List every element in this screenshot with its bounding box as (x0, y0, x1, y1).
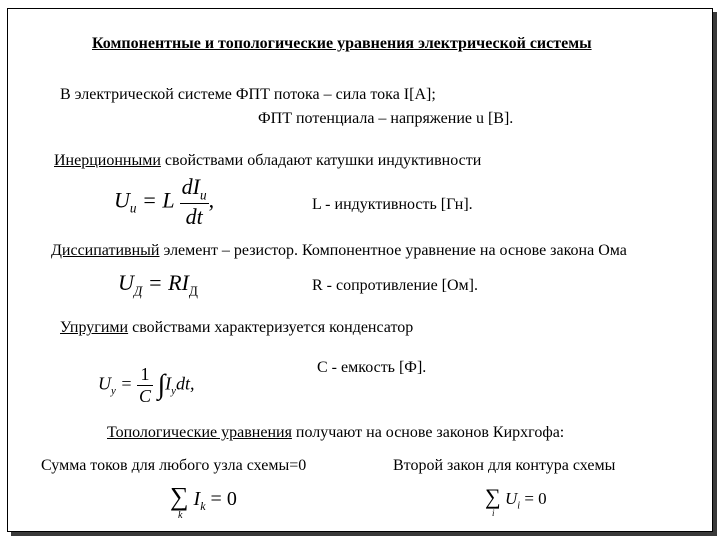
resistor-lead (51, 241, 627, 261)
inductance-formula-lhs: U (114, 187, 130, 213)
inductance-lead (54, 151, 481, 171)
resistor-lead-rest: элемент – резистор. Компонентное уравнение на основе закона Ома (159, 242, 627, 259)
kirchhoff-voltage-eq: = 0 (520, 489, 547, 508)
capacitor-formula-eq: = (115, 373, 137, 394)
capacitor-formula-lhs-sub: у (111, 385, 116, 398)
capacitor-formula-lhs: U (98, 373, 111, 394)
resistor-formula-eq: = RI (142, 270, 189, 295)
inductance-lead-underlined: Инерционными (54, 152, 161, 169)
resistor-formula-lhs: U (118, 270, 134, 295)
inductance-formula-fraction (180, 174, 209, 230)
topology-lead-rest: получают на основе законов Кирхгофа: (291, 424, 565, 441)
capacitor-formula-numerator: 1 (137, 364, 153, 386)
resistor-lead-underlined: Диссипативный (51, 242, 160, 259)
inductance-note: L - индуктивность [Гн]. (312, 196, 473, 213)
kirchhoff-current-text: Сумма токов для любого узла схемы=0 (41, 457, 307, 474)
kirchhoff-current-sigma-sub: k (178, 510, 183, 521)
kirchhoff-current-var-sub: k (200, 499, 206, 513)
inductance-lead-rest: свойствами обладают катушки индуктивности (160, 152, 482, 169)
capacitor-formula (98, 364, 194, 407)
kirchhoff-current-formula (170, 482, 237, 521)
inductance-num-sub: и (200, 187, 207, 203)
capacitor-note: C - емкость [Ф]. (317, 359, 427, 376)
kirchhoff-voltage-formula (485, 484, 547, 518)
inductance-formula-numerator (180, 174, 209, 204)
capacitor-formula-denominator: C (138, 386, 151, 406)
resistor-formula-lhs-sub: Д (133, 283, 143, 299)
intro-line-1: В электрической системе ФПТ потока – сила тока I[A]; (60, 86, 436, 103)
sum-icon: ∑ (485, 484, 501, 509)
kirchhoff-voltage-sigma-sub: i (492, 508, 495, 518)
sum-icon: ∑ (170, 482, 189, 511)
capacitor-formula-body: I (165, 373, 172, 394)
topology-lead-underlined: Топологические уравнения (107, 424, 292, 441)
inductance-formula-lhs-sub: и (129, 200, 137, 216)
kirchhoff-current-eq: = 0 (205, 488, 237, 510)
kirchhoff-voltage-var-sub: i (517, 500, 521, 512)
slide-title: Компонентные и топологические уравнения электрической системы (92, 35, 592, 52)
resistor-note: R - сопротивление [Ом]. (312, 277, 478, 294)
capacitor-lead-underlined: Упругими (60, 319, 129, 336)
integral-icon: ∫ (157, 369, 166, 401)
resistor-formula-rhs-sub: Д (188, 283, 198, 299)
capacitor-lead-rest: свойствами характеризуется конденсатор (128, 319, 414, 336)
resistor-formula (118, 270, 198, 299)
kirchhoff-current-var: I (193, 488, 201, 510)
inductance-formula-eq: = L (136, 187, 175, 213)
intro-line-2: ФПТ потенциала – напряжение u [В]. (258, 110, 514, 127)
topology-lead (107, 423, 564, 443)
capacitor-formula-fraction (137, 364, 153, 407)
inductance-formula (114, 174, 214, 230)
capacitor-formula-tail: dt, (175, 373, 195, 394)
inductance-num-text: dI (181, 174, 200, 199)
capacitor-lead (60, 318, 413, 338)
inductance-formula-denominator: dt (185, 204, 203, 230)
inductance-formula-comma: , (208, 187, 215, 213)
capacitor-formula-body-sub: у (171, 385, 176, 398)
kirchhoff-voltage-var: U (504, 489, 518, 508)
kirchhoff-voltage-text: Второй закон для контура схемы (393, 457, 616, 474)
